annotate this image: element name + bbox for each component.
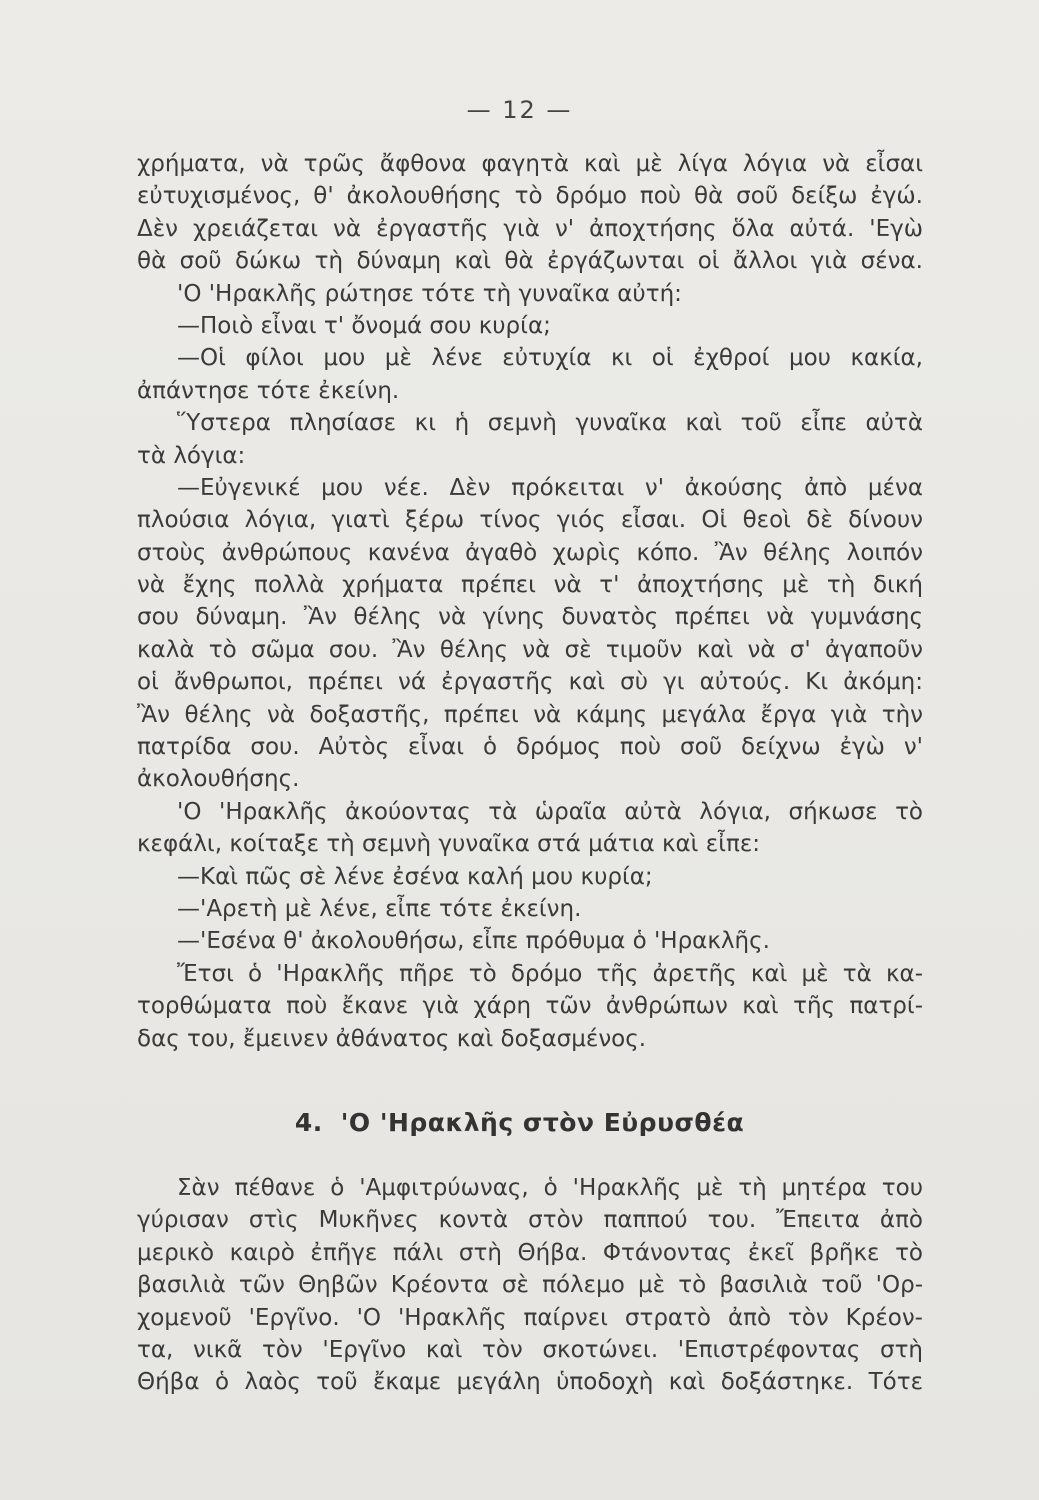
text-line: τὰ λόγια: [137,442,246,469]
text-line: Ἂν θέλης νὰ δοξαστῆς, πρέπει νὰ κάμης μεγάλα ἔργα γιὰ τὴν [137,701,923,728]
text-line: βασιλιὰ τῶν Θηβῶν Κρέοντα σὲ πόλεμο μὲ τὸ βασιλιὰ τοῦ 'Ορ- [137,1272,923,1299]
text-line: τα, νικᾶ τὸν 'Εργῖνο καὶ τὸν σκοτώνει. 'Επιστρέφοντας στὴ [137,1336,923,1363]
text-line: εὐτυχισμένος, θ' ἀκολουθήσης τὸ δρόμο ποὺ θὰ σοῦ δείξω ἐγώ. [137,183,923,210]
section-text [137,1172,923,1399]
text-line: —'Αρετὴ μὲ λένε, εἶπε τότε ἐκείνη. [177,895,582,922]
text-line: Δὲν χρειάζεται νὰ ἐργαστῆς γιὰ ν' ἀποχτήσης ὅλα αὐτά. 'Εγὼ [137,215,923,242]
text-line: 'Ο 'Ηρακλῆς ἀκούοντας τὰ ὡραῖα αὐτὰ λόγια, σήκωσε τὸ [177,798,923,825]
text-line: θὰ σοῦ δώκω τὴ δύναμη καὶ θὰ ἐργάζωνται οἱ ἄλλοι γιὰ σένα. [137,248,923,275]
text-line: Ὕστερα πλησίασε κι ἡ σεμνὴ γυναῖκα καὶ τοῦ εἶπε αὐτὰ [177,410,923,437]
section-title: 'Ο 'Ηρακλῆς στὸν Εὐρυσθέα [340,1108,745,1137]
text-line: δας του, ἔμεινεν ἀθάνατος καὶ δοξασμένος. [137,1025,647,1052]
text-line: πατρίδα σου. Αὐτὸς εἶναι ὁ δρόμος ποὺ σοῦ δείχνω ἐγὼ ν' [137,734,923,761]
text-line: κεφάλι, κοίταξε τὴ σεμνὴ γυναῖκα στά μάτια καὶ εἶπε: [137,831,761,858]
text-line: μερικὸ καιρὸ ἐπῆγε πάλι στὴ Θήβα. Φτάνοντας ἐκεῖ βρῆκε τὸ [137,1239,923,1266]
text-line: —Ποιὸ εἶναι τ' ὄνομά σου κυρία; [177,312,551,339]
text-line: ἀκολουθήσης. [137,766,300,793]
text-line: —Οἱ φίλοι μου μὲ λένε εὐτυχία κι οἱ ἐχθροί μου κακία, [177,345,923,372]
text-line: 'Ο 'Ηρακλῆς ρώτησε τότε τὴ γυναῖκα αὐτή: [177,280,682,307]
text-line: σου δύναμη. Ἂν θέλης νὰ γίνης δυνατὸς πρέπει νὰ γυμνάσης [137,604,923,631]
section-number: 4. [294,1108,323,1137]
section-text [137,148,923,1055]
text-line: —'Εσένα θ' ἀκολουθήσω, εἶπε πρόθυμα ὁ 'Ηρακλῆς. [177,928,770,955]
text-line: —Εὐγενικέ μου νέε. Δὲν πρόκειται ν' ἀκούσης ἀπὸ μένα [177,474,923,501]
text-line: Σὰν πέθανε ὁ 'Αμφιτρύωνας, ὁ 'Ηρακλῆς μὲ τὴ μητέρα του [177,1175,923,1201]
text-line: τορθώματα ποὺ ἔκανε γιὰ χάρη τῶν ἀνθρώπων καὶ τῆς πατρί- [137,993,923,1020]
text-line: χομενοῦ 'Εργῖνο. 'Ο 'Ηρακλῆς παίρνει στρατὸ ἀπὸ τὸν Κρέον- [137,1304,923,1331]
text-line: πλούσια λόγια, γιατὶ ξέρω τίνος γιός εἶσαι. Οἱ θεοὶ δὲ δίνουν [137,507,923,534]
section-heading [0,1108,1039,1137]
page-number: — 12 — [466,96,573,124]
text-line: στοὺς ἀνθρώπους κανένα ἀγαθὸ χωρὶς κόπο. Ἂν θέλης λοιπόν [137,539,923,566]
text-line: ἀπάντησε τότε ἐκείνη. [137,377,400,404]
text-line: Ἔτσι ὁ 'Ηρακλῆς πῆρε τὸ δρόμο τῆς ἀρετῆς καὶ μὲ τὰ κα- [177,960,923,987]
text-line: οἱ ἄνθρωποι, πρέπει νά ἐργαστῆς καὶ σὺ γι αὐτούς. Κι ἀκόμη: [137,669,923,696]
text-line: γύρισαν στὶς Μυκῆνες κοντὰ στὸν παππού του. Ἔπειτα ἀπὸ [137,1207,923,1234]
text-line: Θήβα ὁ λαὸς τοῦ ἔκαμε μεγάλη ὑποδοχὴ καὶ δοξάστηκε. Τότε [137,1369,923,1396]
text-line: καλὰ τὸ σῶμα σου. Ἂν θέλης νὰ σὲ τιμοῦν καὶ νὰ σ' ἀγαποῦν [137,636,923,663]
text-line: νὰ ἔχης πολλὰ χρήματα πρέπει νὰ τ' ἀποχτήσης μὲ τὴ δική [137,572,923,599]
text-line: —Καὶ πῶς σὲ λένε ἐσένα καλή μου κυρία; [177,863,653,890]
text-line: χρήματα, νὰ τρῶς ἄφθονα φαγητὰ καὶ μὲ λίγα λόγια νὰ εἶσαι [137,151,923,177]
